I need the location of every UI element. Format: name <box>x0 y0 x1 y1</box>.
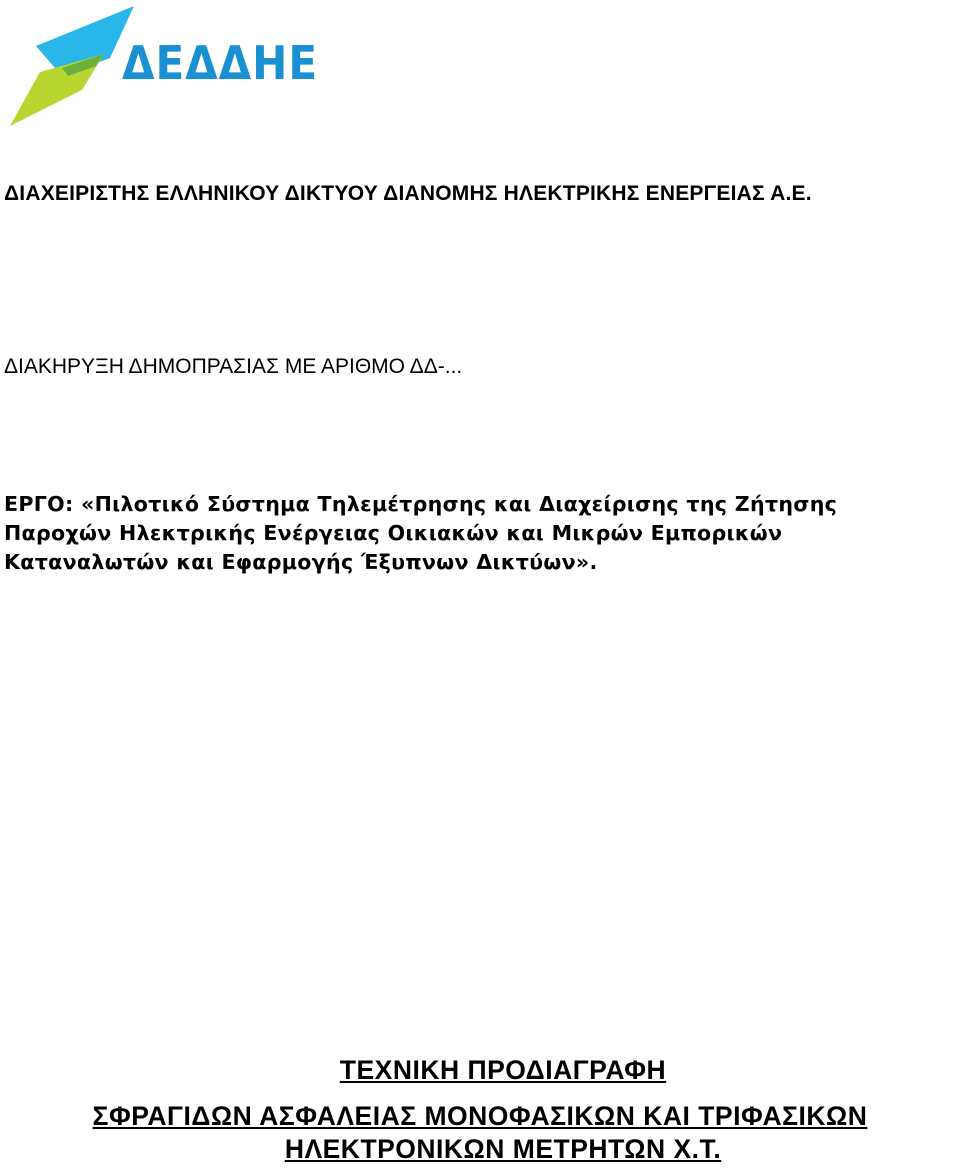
project-line: ΕΡΓΟ: «Πιλοτικό Σύστημα Τηλεμέτρησης και Διαχείρισης της Ζήτησης <box>4 492 838 516</box>
company-logo <box>10 6 330 130</box>
logo-wordmark: ΔΕΔΔΗΕ <box>122 36 318 90</box>
specification-subtitle-line: ΗΛΕΚΤΡΟΝΙΚΩΝ ΜΕΤΡΗΤΩΝ Χ.Τ. <box>284 1134 722 1164</box>
project-line: Καταναλωτών και Εφαρμογής Έξυπνων Δικτύων». <box>4 550 598 574</box>
specification-subtitle <box>0 1100 960 1166</box>
specification-subtitle-line: ΣΦΡΑΓΙΔΩΝ ΑΣΦΑΛΕΙΑΣ ΜΟΝΟΦΑΣΙΚΩΝ ΚΑΙ ΤΡΙΦΑΣΙΚΩΝ <box>92 1101 868 1131</box>
auction-number-line: ΔΙΑΚΗΡΥΞΗ ΔΗΜΟΠΡΑΣΙΑΣ ΜΕ ΑΡΙΘΜΟ ΔΔ-... <box>4 355 463 378</box>
project-description <box>4 490 960 577</box>
project-line: Παροχών Ηλεκτρικής Ενέργειας Οικιακών και Μικρών Εμπορικών <box>4 521 783 545</box>
specification-block <box>0 1051 960 1166</box>
specification-title: ΤΕΧΝΙΚΗ ΠΡΟΔΙΑΓΡΑΦΗ <box>339 1055 667 1085</box>
company-name: ΔΙΑΧΕΙΡΙΣΤΗΣ ΕΛΛΗΝΙΚΟΥ ΔΙΚΤΥΟΥ ΔΙΑΝΟΜΗΣ ΗΛΕΚΤΡΙΚΗΣ ΕΝΕΡΓΕΙΑΣ Α.Ε. <box>4 182 812 205</box>
deddie-logo-icon <box>10 6 330 130</box>
